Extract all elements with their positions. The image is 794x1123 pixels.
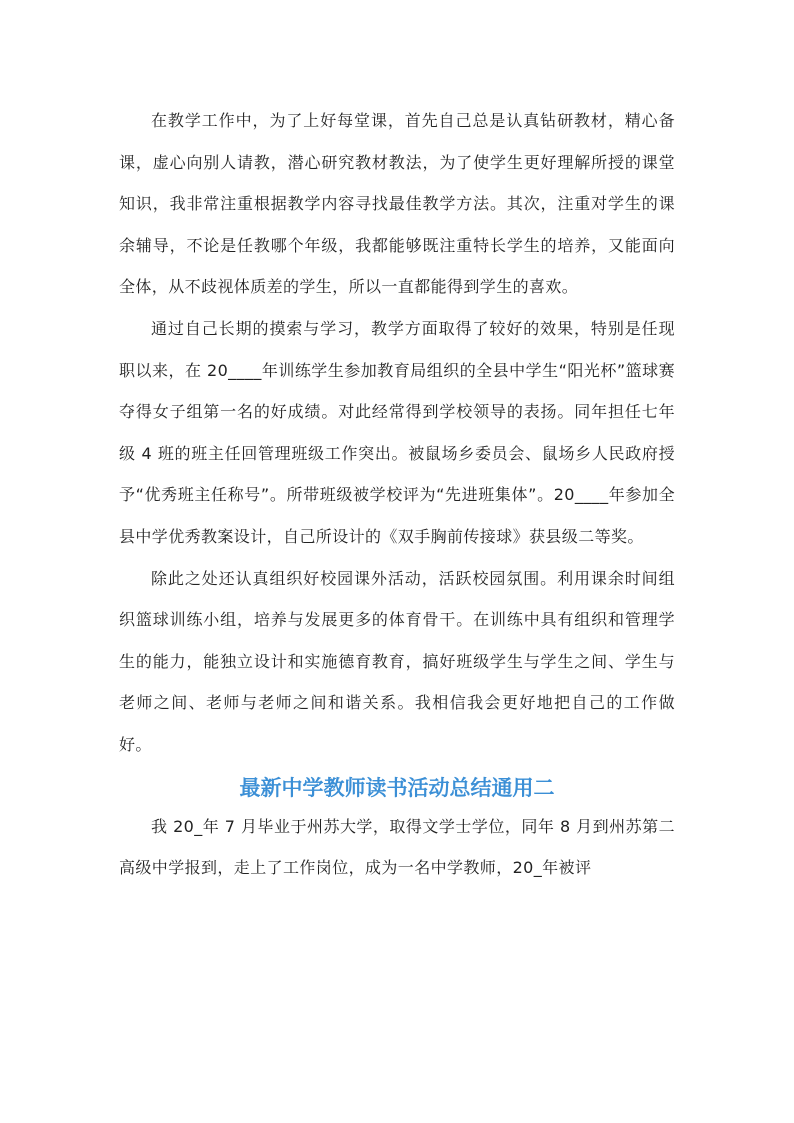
document-page [119, 100, 675, 889]
body-paragraph-1: 在教学工作中，为了上好每堂课，首先自己总是认真钻研教材，精心备课，虚心向别人请教，潜心研究教材教法，为了使学生更好理解所授的课堂知识，我非常注重根据教学内容寻找最佳教学方法。其次，注重对学生的课余辅导，不论是任教哪个年级，我都能够既注重特长学生的培养，又能面向全体，从不歧视体质差的学生，所以一直都能得到学生的喜欢。 [119, 111, 675, 297]
body-paragraph-2: 通过自己长期的摸索与学习，教学方面取得了较好的效果，特别是任现职以来，在 20____年训练学生参加教育局组织的全县中学生“阳光杯”篮球赛夺得女子组第一名的好成绩。对此经常得到学校领导的表扬。同年担任七年级 4 班的班主任回管理班级工作突出。被鼠场乡委员会、鼠场乡人民政府授予“优秀班主任称号”。所带班级被学校评为“先进班集体”。20____年参加全县中学优秀教案设计，自己所设计的《双手胸前传接球》获县级二等奖。 [119, 318, 675, 546]
section-heading: 最新中学教师读书活动总结通用二 [239, 775, 555, 800]
body-paragraph-3: 除此之处还认真组织好校园课外活动，活跃校园氛围。利用课余时间组织篮球训练小组，培养与发展更多的体育骨干。在训练中具有组织和管理学生的能力，能独立设计和实施德育教育，搞好班级学生与学生之间、学生与老师之间、老师与老师之间和谐关系。我相信我会更好地把自己的工作做好。 [119, 568, 675, 754]
body-paragraph-4: 我 20_年 7 月毕业于州苏大学，取得文学士学位，同年 8 月到州苏第二高级中学报到，走上了工作岗位，成为一名中学教师，20_年被评 [119, 816, 675, 878]
